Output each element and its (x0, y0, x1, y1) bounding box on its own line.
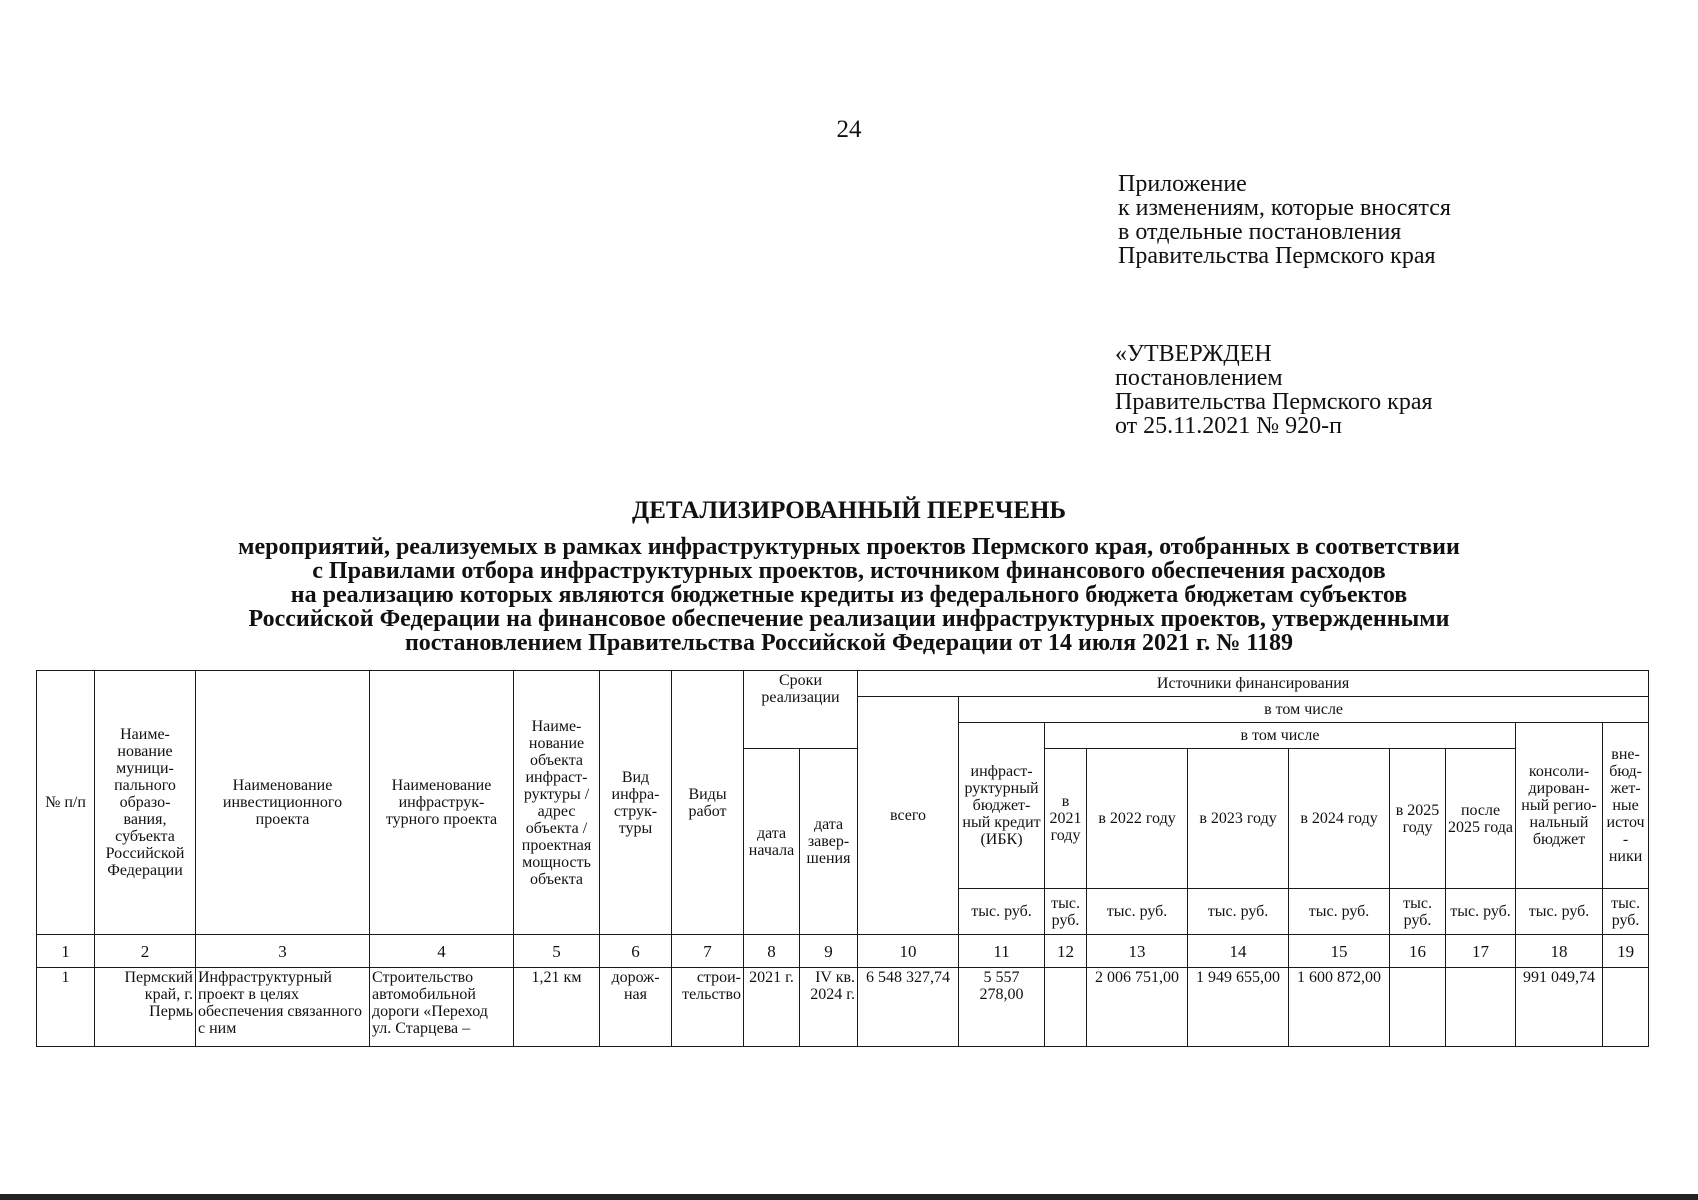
unit-y2021: тыс. руб. (1045, 889, 1087, 935)
header-y2021: в 2021 году (1045, 749, 1087, 889)
scan-bottom-edge (0, 1194, 1698, 1200)
header-sources: Источники финансирования (858, 671, 1649, 697)
cell-total: 6 548 327,74 (858, 968, 959, 1047)
header-infra-project: Наименование инфраструк- турного проекта (370, 671, 514, 935)
column-number: 13 (1087, 935, 1188, 968)
column-number: 11 (959, 935, 1045, 968)
cell-after2025 (1446, 968, 1516, 1047)
header-y2023: в 2023 году (1188, 749, 1289, 889)
column-number: 2 (95, 935, 196, 968)
header-offbudget: вне- бюд- жет- ные источ- ники (1603, 723, 1649, 889)
header-total: всего (858, 697, 959, 935)
approval-line: Правительства Пермского края (1115, 389, 1433, 415)
approval-line: «УТВЕРЖДЕН (1115, 341, 1272, 367)
document-title: ДЕТАЛИЗИРОВАННЫЙ ПЕРЕЧЕНЬ (632, 497, 1066, 524)
cell-infra-type: дорож- ная (600, 968, 672, 1047)
subtitle-line: мероприятий, реализуемых в рамках инфраструктурных проектов Пермского края, отобранных в соответствии (238, 534, 1460, 560)
unit-y2024: тыс. руб. (1289, 889, 1390, 935)
column-number: 4 (370, 935, 514, 968)
approval-line: от 25.11.2021 № 920-п (1115, 413, 1343, 439)
column-number: 8 (744, 935, 800, 968)
measures-table (36, 670, 1649, 1047)
unit-offbudget: тыс. руб. (1603, 889, 1649, 935)
subtitle-line: с Правилами отбора инфраструктурных проектов, источником финансового обеспечения расходов (312, 558, 1386, 584)
header-y2025: в 2025 году (1390, 749, 1446, 889)
cell-date-start: 2021 г. (744, 968, 800, 1047)
column-number: 3 (196, 935, 370, 968)
annex-line: Правительства Пермского края (1118, 243, 1436, 269)
header-work-type: Виды работ (672, 671, 744, 935)
column-number: 12 (1045, 935, 1087, 968)
header-consolidated: консоли- дирован- ный регио- нальный бюджет (1516, 723, 1603, 889)
header-terms: Сроки реализации (744, 671, 858, 749)
header-including: в том числе (959, 697, 1649, 723)
cell-date-end: IV кв. 2024 г. (800, 968, 858, 1047)
header-ibk: инфраст- руктурный бюджет- ный кредит (ИБК) (959, 723, 1045, 889)
column-numbers-row (37, 935, 1649, 968)
cell-offbudget (1603, 968, 1649, 1047)
column-number: 18 (1516, 935, 1603, 968)
column-number: 19 (1603, 935, 1649, 968)
column-number: 1 (37, 935, 95, 968)
cell-y2024: 1 600 872,00 (1289, 968, 1390, 1047)
cell-num: 1 (37, 968, 95, 1047)
cell-consolidated: 991 049,74 (1516, 968, 1603, 1047)
header-date-end: дата завер- шения (800, 749, 858, 935)
column-number: 17 (1446, 935, 1516, 968)
approval-line: постановлением (1115, 365, 1283, 391)
column-number: 6 (600, 935, 672, 968)
cell-y2023: 1 949 655,00 (1188, 968, 1289, 1047)
unit-y2023: тыс. руб. (1188, 889, 1289, 935)
subtitle-line: на реализацию которых являются бюджетные кредиты из федерального бюджета бюджетам субъектов (290, 582, 1408, 608)
cell-investment-project: Инфраструктурный проект в целях обеспечения связанного с ним (196, 968, 370, 1047)
unit-after2025: тыс. руб. (1446, 889, 1516, 935)
header-object: Наиме- нование объекта инфраст- руктуры / адрес объекта / проектная мощность объекта (514, 671, 600, 935)
header-municipality: Наиме- нование муници- пального образо- вания, субъекта Российской Федерации (95, 671, 196, 935)
header-y2024: в 2024 году (1289, 749, 1390, 889)
column-number: 15 (1289, 935, 1390, 968)
cell-work-type: строи- тельство (672, 968, 744, 1047)
cell-ibk: 5 557 278,00 (959, 968, 1045, 1047)
header-num: № п/п (37, 671, 95, 935)
table-row (37, 968, 1649, 1047)
subtitle-line: постановлением Правительства Российской Федерации от 14 июля 2021 г. № 1189 (404, 630, 1294, 656)
header-after2025: после 2025 года (1446, 749, 1516, 889)
annex-line: к изменениям, которые вносятся (1118, 195, 1451, 221)
header-investment-project: Наименование инвестиционного проекта (196, 671, 370, 935)
cell-infra-project: Строительство автомобильной дороги «Переход ул. Старцева – (370, 968, 514, 1047)
cell-y2021 (1045, 968, 1087, 1047)
header-date-start: дата начала (744, 749, 800, 935)
unit-y2022: тыс. руб. (1087, 889, 1188, 935)
annex-block (1118, 172, 1451, 268)
annex-line: Приложение (1118, 171, 1247, 197)
column-number: 9 (800, 935, 858, 968)
unit-y2025: тыс. руб. (1390, 889, 1446, 935)
cell-y2025 (1390, 968, 1446, 1047)
page-number: 24 (836, 116, 862, 143)
subtitle-line: Российской Федерации на финансовое обеспечение реализации инфраструктурных проектов, утвержденными (248, 606, 1450, 632)
annex-line: в отдельные постановления (1118, 219, 1402, 245)
column-number: 5 (514, 935, 600, 968)
column-number: 16 (1390, 935, 1446, 968)
header-y2022: в 2022 году (1087, 749, 1188, 889)
column-number: 7 (672, 935, 744, 968)
cell-object: 1,21 км (514, 968, 600, 1047)
column-number: 10 (858, 935, 959, 968)
unit-consolidated: тыс. руб. (1516, 889, 1603, 935)
header-infra-type: Вид инфра- струк- туры (600, 671, 672, 935)
cell-y2022: 2 006 751,00 (1087, 968, 1188, 1047)
approval-block (1115, 342, 1433, 438)
column-number: 14 (1188, 935, 1289, 968)
unit-ibk: тыс. руб. (959, 889, 1045, 935)
header-including-inner: в том числе (1045, 723, 1516, 749)
cell-municipality: Пермский край, г. Пермь (95, 968, 196, 1047)
document-subtitle (110, 535, 1588, 655)
